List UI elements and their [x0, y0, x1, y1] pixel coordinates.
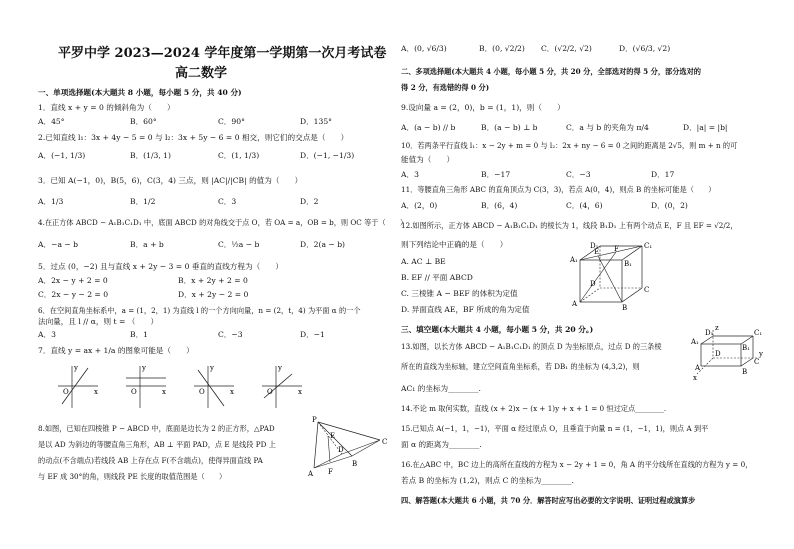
q11-stem: 11．等腰直角三角形 ABC 的直角顶点为 C(3，3)，若点 A(0，4)，则点 B 的坐标可能是（ ） — [401, 185, 716, 194]
q7-graph-a — [58, 364, 98, 408]
q11-option-d: D．(0，2) — [651, 201, 688, 210]
q5-stem: 5．过点 (0，−2) 且与直线 x + 2y − 3 = 0 垂直的直线方程为（ ） — [38, 262, 283, 271]
q2-option-a: A．(−1, 1/3) — [38, 151, 86, 160]
cube-label-d: D — [590, 280, 596, 288]
q5-option-b: B．x + 2y + 2 = 0 — [178, 276, 248, 285]
q4-option-d: D．2(a − b) — [300, 240, 346, 249]
q4-option-b: B．a + b — [130, 240, 164, 249]
box-label-d: D — [715, 350, 721, 358]
pyr-label-e: E — [330, 432, 336, 440]
q11-option-a: A．(2，0) — [401, 201, 438, 210]
q7b-o-label: O — [131, 388, 137, 396]
q4-option-a: A．−a − b — [38, 240, 79, 249]
q7-stem: 7．直线 y = ax + 1/a 的图象可能是（ ） — [38, 346, 194, 355]
q11-option-c: C．(4，6) — [566, 201, 603, 210]
q7d-o-label: O — [267, 388, 273, 396]
q6-stem-line1: 6．在空间直角坐标系中，a = (1，2，1) 为直线 l 的一个方向向量，n = (2，t，4) 为平面 α 的一个 — [38, 306, 361, 315]
q1-option-d: D．135° — [300, 117, 332, 126]
q16-line1: 16.在△ABC 中，BC 边上的高所在直线的方程为 x − 2y + 1 = 0，角 A 的平分线所在直线的方程为 y = 0， — [401, 460, 753, 469]
q6-option-d: D．−1 — [300, 330, 325, 339]
box-label-b1: B₁ — [742, 344, 750, 352]
pyr-label-d: D — [338, 446, 344, 454]
q9-option-b: B．(a − b) ⊥ b — [481, 123, 538, 132]
q12-option-c: C. 三棱锥 A − BEF 的体积为定值 — [401, 289, 518, 298]
q8-option-b: B．(0, √2/2) — [479, 44, 525, 53]
q5-option-d: D．x + 2y − 2 = 0 — [178, 290, 249, 299]
q8-line4: 与 EF 成 30°的角，则线段 PE 长度的取值范围是（ ） — [38, 472, 227, 481]
q7c-y-label: y — [210, 364, 214, 372]
q6-option-c: C．−3 — [218, 330, 243, 339]
q12-stem-line1: 12.如图所示，正方体 ABCD − A₁B₁C₁D₁ 的棱长为 1，线段 B₁D₁ 上有两个动点 E，F 且 EF = √2/2， — [401, 221, 738, 230]
q9-option-d: D．|a| = |b| — [683, 123, 728, 132]
q13-line2: 所在的直线为坐标轴，建立空间直角坐标系，若 DB₁ 的坐标为 (4,3,2)，则 — [401, 362, 640, 371]
exam-subtitle: 高二数学 — [175, 66, 228, 81]
cube-label-f: F — [614, 245, 619, 253]
q3-option-c: C．3 — [218, 197, 237, 206]
q1-option-c: C．90° — [218, 117, 245, 126]
q12-option-a: A. AC ⊥ BE — [401, 257, 446, 266]
pyr-label-c: C — [382, 438, 388, 446]
q10-option-a: A．3 — [401, 170, 419, 179]
cube-label-c: C — [644, 286, 650, 294]
q4-option-c: C．½a − b — [218, 240, 260, 249]
q1-option-b: B．60° — [130, 117, 157, 126]
box-label-x: x — [693, 374, 697, 382]
q11-option-b: B．(6，4) — [481, 201, 518, 210]
pyramid-figure — [308, 418, 388, 486]
q7a-x-label: x — [94, 388, 98, 396]
q2-stem: 2.已知直线 l₁：3x + 4y − 5 = 0 与 l₂：3x + 5y − 6 = 0 相交，则它们的交点是（ ） — [38, 133, 349, 142]
cube-label-a1: A₁ — [570, 256, 578, 264]
q7d-x-label: x — [298, 388, 302, 396]
box-label-c1: C₁ — [754, 329, 763, 337]
q8-line2: 是以 AD 为斜边的等腰直角三角形，AB ⊥ 平面 PAD，点 E 是线段 PD 上 — [38, 440, 276, 449]
q8-option-d: D．(√6/3, √2) — [619, 44, 671, 53]
q15-line1: 15.已知点 A(−1，1，−1)，平面 α 经过原点 O，且垂直于向量 n = (1，−1，1)，则点 A 到平 — [401, 424, 709, 433]
q2-option-c: C．(1, 1/3) — [218, 151, 260, 160]
q12-option-d: D. 异面直线 AE，BF 所成的角为定值 — [401, 305, 530, 314]
cube-figure — [570, 240, 653, 312]
pyr-label-b: B — [352, 460, 358, 468]
q2-option-d: D．(−1, −1/3) — [300, 151, 355, 160]
q10-stem-line1: 10．若两条平行直线 l₁：x − 2y + m = 0 与 l₂：2x + ny − 6 = 0 之间的距离是 2√5，则 m + n 的可 — [401, 141, 738, 150]
q12-option-b: B. EF // 平面 ABCD — [401, 273, 473, 282]
q9-option-a: A．(a − b) // b — [401, 123, 456, 132]
q7b-x-label: x — [162, 388, 166, 396]
box-label-z: z — [715, 324, 719, 332]
cube-label-b: B — [622, 304, 628, 312]
q7a-o-label: O — [63, 388, 69, 396]
cube-label-e: E — [594, 248, 600, 256]
q7-graph-d — [262, 364, 302, 408]
q7d-y-label: y — [278, 364, 282, 372]
q7b-y-label: y — [142, 364, 146, 372]
q12-stem-line2: 则下列结论中正确的是（ ） — [401, 240, 508, 249]
cube-label-c1: C₁ — [644, 242, 653, 250]
q8-option-a: A．(0, √6/3) — [401, 44, 447, 53]
box-figure — [691, 324, 763, 382]
cube-label-a: A — [572, 300, 578, 308]
box-label-d1: D₁ — [705, 329, 714, 337]
q8-option-c: C．(√2/2, √2) — [541, 44, 592, 53]
pyr-label-a: A — [308, 470, 314, 478]
q3-option-b: B．1/2 — [130, 197, 156, 206]
q6-stem-line2: 法向量，且 l // α，则 t = （ ） — [38, 317, 159, 326]
section3-heading: 三、填空题(本大题共 4 小题，每小题 5 分，共 20 分。) — [401, 325, 594, 334]
section2-heading-line2: 得 2 分，有选错的得 0 分) — [401, 83, 490, 92]
cube-label-d1: D₁ — [590, 242, 599, 250]
q7-graphs — [58, 364, 308, 414]
box-label-a1: A₁ — [691, 338, 699, 346]
q7-graph-b — [126, 364, 166, 408]
q1-option-a: A．45° — [38, 117, 65, 126]
q9-stem: 9.设向量 a = (2，0)，b = (1，1)，则（ ） — [401, 103, 565, 112]
q5-option-a: A．2x − y + 2 = 0 — [38, 276, 108, 285]
q3-option-d: D．2 — [300, 197, 319, 206]
box-label-b: B — [742, 368, 748, 376]
q2-option-b: B．(1/3, 1) — [130, 151, 171, 160]
q7c-x-label: x — [230, 388, 234, 396]
box-label-y: y — [759, 350, 763, 358]
q6-option-a: A．3 — [38, 330, 56, 339]
box-label-c: C — [754, 358, 760, 366]
q4-stem: 4.在正方体 ABCD − A₁B₁C₁D₁ 中，底面 ABCD 的对角线交于点 O，若 OA = a，OB = b，则 OC 等于（ ） — [38, 218, 408, 227]
exam-title: 平罗中学 2023—2024 学年度第一学期第一次月考试卷 — [58, 46, 387, 61]
pyr-label-f: F — [328, 468, 333, 476]
q16-line2: 若点 B 的坐标为 (1,2)，则点 C 的坐标为________. — [401, 476, 574, 485]
q7-graph-c — [194, 364, 234, 408]
section4-heading: 四、解答题(本大题共 6 小题，共 70 分．解答时应写出必要的文字说明、证明过程或演算步 — [401, 496, 696, 505]
section1-heading: 一、单项选择题(本大题共 8 小题，每小题 5 分，共 40 分) — [38, 88, 242, 97]
q15-line2: 面 α 的距离为________. — [401, 440, 482, 449]
box-label-a: A — [695, 364, 701, 372]
q8-line3: 的动点(不含端点)若线段 AB 上存在点 F(不含端点)，使得异面直线 PA — [38, 456, 263, 465]
section2-heading-line1: 二、多项选择题(本大题共 4 小题，每小题 5 分，共 20 分，全部选对的得 5 分，部分选对的 — [401, 67, 701, 76]
q6-option-b: B．1 — [130, 330, 149, 339]
q5-option-c: C．2x − y − 2 = 0 — [38, 290, 109, 299]
q14-text: 14.不论 m 取何实数，直线 (x + 2)x − (x + 1)y + x + 1 = 0 恒过定点________. — [401, 404, 667, 413]
q3-option-a: A．1/3 — [38, 197, 64, 206]
q13-line3: AC₁ 的坐标为________. — [401, 384, 481, 393]
q10-option-b: B．−17 — [481, 170, 511, 179]
pyr-label-p: P — [312, 416, 317, 424]
q8-line1: 8.如图，已知在四棱锥 P − ABCD 中，底面是边长为 2 的正方形，△PAD — [38, 424, 275, 433]
q10-option-d: D．17 — [651, 170, 675, 179]
q9-option-c: C．a 与 b 的夹角为 π/4 — [566, 123, 649, 132]
q3-stem: 3．已知 A(−1，0)，B(5，6)，C(3，4) 三点，则 |AC|/|CB| 的值为（ ） — [38, 176, 303, 185]
q7c-o-label: O — [199, 388, 205, 396]
q13-line1: 13.如图，以长方体 ABCD − A₁B₁C₁D₁ 的顶点 D 为坐标原点，过点 D 的三条棱 — [401, 342, 662, 351]
cube-label-b1: B₁ — [624, 260, 632, 268]
q1-stem: 1．直线 x + y = 0 的倾斜角为（ ） — [38, 103, 175, 112]
q7a-y-label: y — [74, 364, 78, 372]
q10-option-c: C．−3 — [566, 170, 591, 179]
q10-stem-line2: 能值为（ ） — [401, 155, 455, 164]
